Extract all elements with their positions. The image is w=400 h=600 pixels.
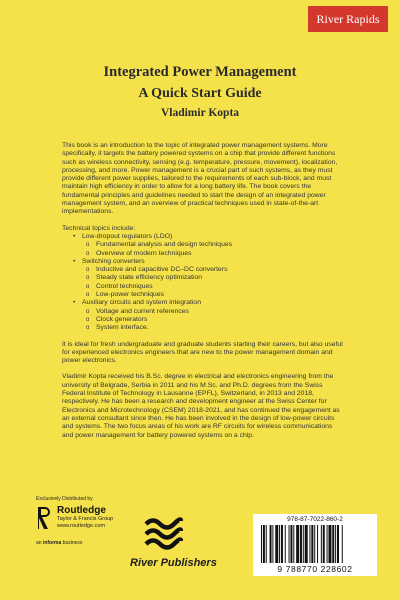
barcode-bar <box>272 525 273 563</box>
topic-label: Switching converters <box>82 257 145 265</box>
subtopic-item: o Steady state efficiency optimization <box>96 274 344 282</box>
subtopic-item: o Fundamental analysis and design techniques <box>96 241 344 249</box>
barcode-bar <box>335 525 336 563</box>
barcode-bar <box>321 525 322 563</box>
barcode-bar <box>281 525 283 563</box>
routledge-group: Taylor & Francis Group <box>57 516 114 522</box>
author-bio-paragraph: Vladimir Kopta received his B.Sc. degree in electrical and electronics engineering from the university of Belgrade, Serbia in 2011 and his M.Sc. and Ph.D. degrees from the Swiss Federal Institute of Technology in Lausanne (EPFL), Switzerland, in 2013 and 2018, respectively. He has been a research and development engineer at the Swiss Center for Electronics and Microtechnology (CSEM) 2018-2021, and has continued the engagement as an external consultant since then. He has been involved in the design of low-power circuits and systems. The two focus areas of his work are RF circuits for wireless communications and power management for battery powered systems on a chip. <box>62 373 340 439</box>
subtopic-item: o Overview of modern techniques <box>96 250 344 258</box>
barcode-bar <box>311 525 313 563</box>
subtopic-item: o Clock generators <box>96 316 344 324</box>
barcode-bar <box>279 525 280 563</box>
subtopic-item: o Low-power techniques <box>96 291 344 299</box>
barcode-bars <box>261 525 369 563</box>
barcode-bar <box>337 525 339 563</box>
barcode-bar <box>293 525 294 563</box>
barcode <box>253 514 377 576</box>
barcode-bar <box>289 525 290 563</box>
subtopic-item: o System interface. <box>96 324 344 332</box>
topic-label: Auxiliary circuits and system integration <box>82 299 201 307</box>
barcode-bar <box>314 525 315 563</box>
isbn-text: 978-87-7022-860-2 <box>287 516 343 523</box>
routledge-name: Routledge <box>57 505 106 516</box>
barcode-bar <box>261 525 262 563</box>
subtopic-item: o Control techniques <box>96 283 344 291</box>
barcode-bar <box>300 525 302 563</box>
book-subtitle: A Quick Start Guide <box>138 86 262 101</box>
barcode-bar <box>305 525 308 563</box>
barcode-bar <box>266 525 267 563</box>
topic-label: Low-dropout regulators (LDO) <box>82 232 173 240</box>
subtopic-item: o Inductive and capacitive DC–DC converters <box>96 266 344 274</box>
barcode-bar <box>303 525 304 563</box>
topic-item <box>82 299 344 332</box>
topic-item <box>82 233 344 258</box>
topics-label: Technical topics include: <box>62 224 136 232</box>
river-waves-icon <box>143 515 183 551</box>
book-title: Integrated Power Management <box>103 64 297 80</box>
barcode-bar <box>317 525 318 563</box>
barcode-bar <box>285 525 286 563</box>
blurb <box>62 142 344 448</box>
barcode-bar <box>263 525 265 563</box>
subtopic-list <box>82 241 344 258</box>
subtopic-list <box>82 266 344 299</box>
informa-prefix: an <box>36 540 43 546</box>
barcode-bar <box>270 525 272 563</box>
barcode-bar <box>342 525 343 563</box>
informa-suffix: business <box>61 540 83 546</box>
barcode-bar <box>296 525 299 563</box>
subtopic-item: o Voltage and current references <box>96 308 344 316</box>
barcode-bar <box>309 525 310 563</box>
routledge-url[interactable]: www.routledge.com <box>57 523 105 529</box>
barcode-bar <box>323 525 325 563</box>
book-author: Vladimir Kopta <box>160 107 240 119</box>
routledge-text <box>57 505 113 530</box>
audience-paragraph: It is ideal for fresh undergraduate and graduate students starting their careers, but also useful for experienced electronics engineers that are new to the power management domain and power electronics. <box>62 340 343 365</box>
topics-list <box>62 233 344 333</box>
distributed-by-label: Exclusively Distributed by <box>36 496 93 502</box>
ean-number: 9 788770 228602 <box>277 564 353 574</box>
informa-line <box>36 540 82 546</box>
routledge-logo <box>36 505 113 531</box>
barcode-bar <box>328 525 331 563</box>
informa-brand: informa <box>42 540 62 546</box>
barcode-bar <box>275 525 278 563</box>
barcode-bar <box>327 525 328 563</box>
topic-item <box>82 258 344 299</box>
barcode-bar <box>290 525 292 563</box>
routledge-r-icon <box>36 505 54 531</box>
subtopic-list <box>82 308 344 333</box>
description-paragraph: This book is an introduction to the topic of integrated power management systems. More specifically, it targets the battery powered systems on a chip that provide different functions such as wireless connectivity, sensing (e.g. temperature, pressure, movement), localization, processing, and more. Power management is a crucial part of such systems, as they must provide different power supplies, tailored to the requirements of each sub-block, and must maintain high efficiency in order to allow for a long battery life. The book covers the fundamental principles and guidelines needed to start the design of an integrated power management system, and an overview of practical techniques used in state-of-the-art implementations. <box>62 142 338 216</box>
series-label: River Rapids <box>308 6 388 32</box>
publisher-name: River Publishers <box>130 557 217 569</box>
barcode-bar <box>332 525 334 563</box>
